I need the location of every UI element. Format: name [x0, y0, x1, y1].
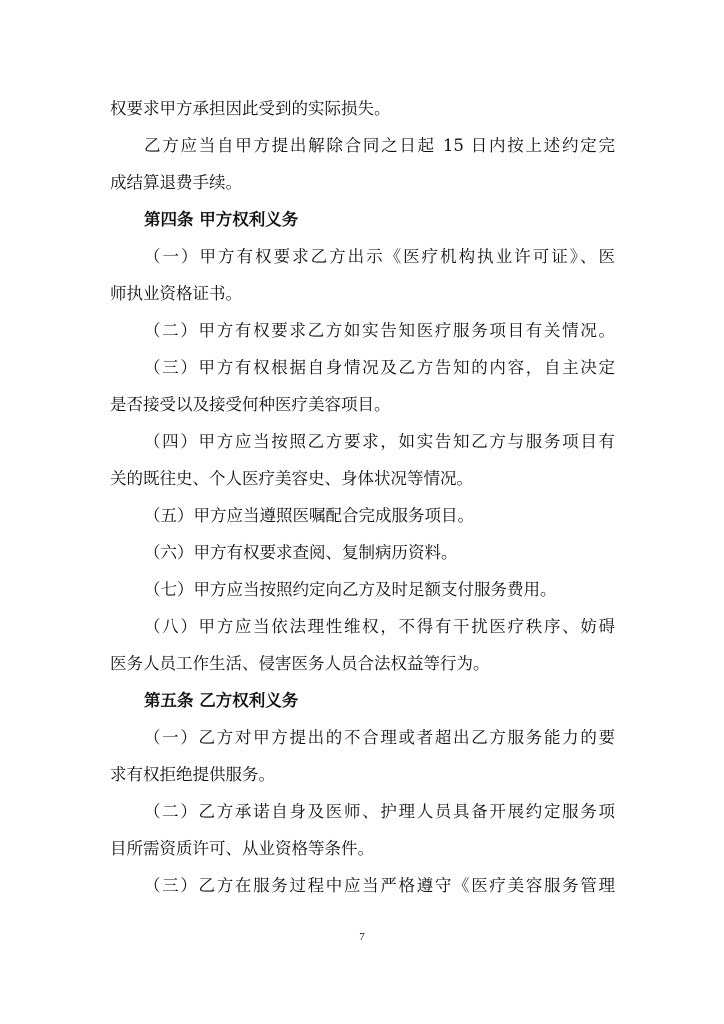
- paragraph-line: （一）乙方对甲方提出的不合理或者超出乙方服务能力的要: [144, 728, 615, 747]
- paragraph-line: （一）甲方有权要求乙方出示《医疗机构执业许可证》、医: [144, 247, 615, 266]
- paragraph-line: （六）甲方有权要求查阅、复制病历资料。: [144, 543, 458, 562]
- paragraph-line: （八）甲方应当依法理性维权，不得有干扰医疗秩序、妨碍: [144, 617, 615, 636]
- paragraph-line: 乙方应当自甲方提出解除合同之日起 15 日内按上述约定完: [144, 136, 615, 155]
- paragraph-line: 是否接受以及接受何种医疗美容项目。: [110, 395, 391, 414]
- paragraph-line: （五）甲方应当遵照医嘱配合完成服务项目。: [144, 506, 474, 525]
- page-number: 7: [359, 931, 365, 943]
- paragraph-line: （四）甲方应当按照乙方要求，如实告知乙方与服务项目有: [144, 432, 615, 451]
- paragraph-line: 师执业资格证书。: [110, 284, 242, 303]
- paragraph-line: 成结算退费手续。: [110, 173, 242, 192]
- paragraph-line: 求有权拒绝提供服务。: [110, 765, 275, 784]
- section-heading: 第四条 甲方权利义务: [144, 210, 299, 229]
- paragraph-line: （三）乙方在服务过程中应当严格遵守《医疗美容服务管理: [144, 876, 615, 895]
- paragraph-line: （二）甲方有权要求乙方如实告知医疗服务项目有关情况。: [144, 321, 615, 340]
- section-heading: 第五条 乙方权利义务: [144, 691, 299, 710]
- paragraph-line: （二）乙方承诺自身及医师、护理人员具备开展约定服务项: [144, 802, 615, 821]
- paragraph-line: （三）甲方有权根据自身情况及乙方告知的内容，自主决定: [144, 358, 615, 377]
- paragraph-line: 医务人员工作生活、侵害医务人员合法权益等行为。: [110, 654, 490, 673]
- paragraph-line: 目所需资质许可、从业资格等条件。: [110, 839, 374, 858]
- paragraph-line: 权要求甲方承担因此受到的实际损失。: [110, 99, 391, 118]
- paragraph-line: （七）甲方应当按照约定向乙方及时足额支付服务费用。: [144, 580, 557, 599]
- paragraph-line: 关的既往史、个人医疗美容史、身体状况等情况。: [110, 469, 473, 488]
